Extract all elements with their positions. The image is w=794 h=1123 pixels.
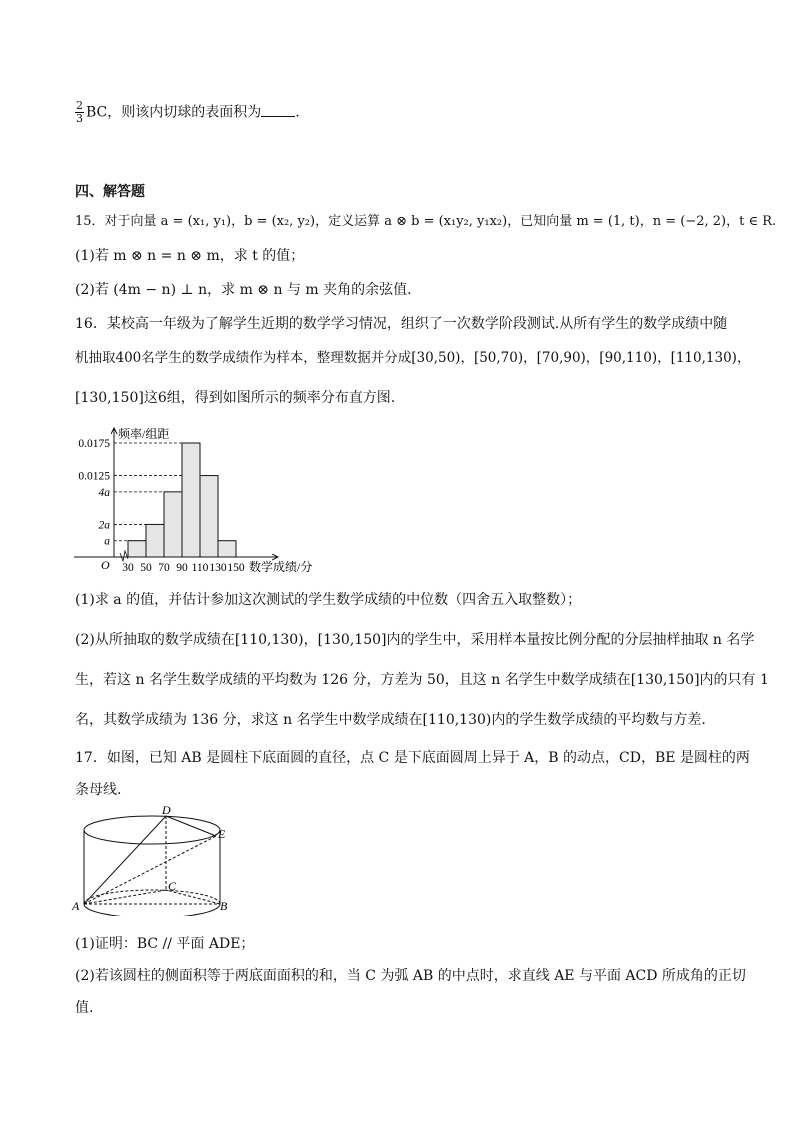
segment-ac (84, 890, 166, 904)
q16-part2-line1: (2)从所抽取的数学成绩在[110,130)，[130,150]内的学生中，采用样本量按比例分配的分层抽样抽取 n 名学 (75, 632, 755, 648)
point-b-label: B (220, 899, 228, 913)
q15-part2: (2)若 (4m − n) ⊥ n，求 m ⊗ n 与 m 夹角的余弦值. (75, 282, 412, 298)
histogram-bar (182, 443, 200, 557)
x-tick-label: 150 (227, 562, 245, 574)
top-ellipse (84, 816, 220, 844)
x-tick-label: 90 (176, 562, 188, 574)
x-tick-label: 70 (158, 562, 170, 574)
y-tick-label: 0.0125 (78, 470, 110, 483)
x-tick-label: 50 (140, 562, 152, 574)
q15-part1: (1)若 m ⊗ n = n ⊗ m，求 t 的值； (75, 248, 305, 264)
cylinder-figure (70, 806, 240, 916)
q16-part1: (1)求 a 的值，并估计参加这次测试的学生数学成绩的中位数（四舍五入取整数）； (75, 592, 582, 608)
bottom-ellipse-back (84, 890, 220, 904)
point-c-label: C (168, 879, 177, 893)
point-a-label: A (72, 899, 80, 913)
histogram-bar (200, 476, 218, 557)
bottom-ellipse-front (84, 904, 220, 916)
q17-line1: 17．如图，已知 AB 是圆柱下底面圆的直径，点 C 是下底面圆周上异于 A，B 的动点，CD，BE 是圆柱的两 (75, 750, 750, 766)
y-tick-label: 2a (98, 519, 110, 532)
q16-line2: 机抽取400名学生的数学成绩作为样本，整理数据并分成[30,50)，[50,70)，[70,90)，[90,110)，[110,130)， (75, 350, 751, 366)
histogram-bar (164, 492, 182, 557)
point-e-label: E (218, 827, 226, 841)
q15-stem: 15．对于向量 a = (x₁, y₁)，b = (x₂, y₂)，定义运算 a ⊗ b = (x₁y₂, y₁x₂)，已知向量 m = (1, t)，n = (−2, 2)，t ∈ R. (75, 214, 777, 229)
q17-part2-line2: 值. (75, 1000, 94, 1016)
fraction-numerator: 2 (76, 99, 83, 112)
y-tick-label: a (104, 535, 110, 548)
frequency-histogram (68, 420, 328, 580)
q16-part2-line3: 名，其数学成绩为 136 分，求这 n 名学生中数学成绩在[110,130)内的学生数学成绩的平均数与方差. (75, 712, 706, 728)
q17-line2: 条母线. (75, 782, 122, 798)
q14-end: . (295, 104, 300, 121)
origin-label: O (101, 558, 110, 572)
x-axis-label: 数学成绩/分 (249, 560, 313, 574)
histogram-bar (146, 524, 164, 557)
y-axis-label: 频率/组距 (118, 427, 170, 441)
axis-break-icon (120, 551, 128, 561)
q16-part2-line2: 生，若这 n 名学生数学成绩的平均数为 126 分，方差为 50，且这 n 名学生中数学成绩在[130,150]内的只有 1 (75, 672, 769, 688)
point-d-label: D (162, 806, 171, 817)
segment-ad (84, 816, 166, 904)
histogram-bar (128, 541, 146, 557)
q17-part1: (1)证明：BC // 平面 ADE； (75, 936, 255, 952)
y-tick-label: 0.0175 (78, 438, 110, 450)
histogram-bar (218, 541, 236, 557)
x-tick-label: 130 (209, 562, 227, 574)
q14-tail (75, 100, 300, 125)
answer-blank (261, 104, 295, 117)
y-tick-label: 4a (98, 486, 110, 499)
q16-line1: 16．某校高一年级为了解学生近期的数学学习情况，组织了一次数学阶段测试.从所有学生的数学成绩中随 (75, 316, 728, 332)
q17-part2-line1: (2)若该圆柱的侧面积等于两底面面积的和，当 C 为弧 AB 的中点时，求直线 AE 与平面 ACD 所成角的正切 (75, 968, 746, 984)
x-tick-label: 30 (122, 562, 134, 574)
section-heading: 四、解答题 (75, 184, 145, 200)
q14-text: BC，则该内切球的表面积为 (86, 104, 262, 121)
x-tick-label: 110 (191, 562, 209, 574)
fraction (75, 100, 84, 125)
q16-line3: [130,150]这6组，得到如图所示的频率分布直方图. (75, 390, 396, 406)
fraction-denominator: 3 (76, 112, 83, 125)
